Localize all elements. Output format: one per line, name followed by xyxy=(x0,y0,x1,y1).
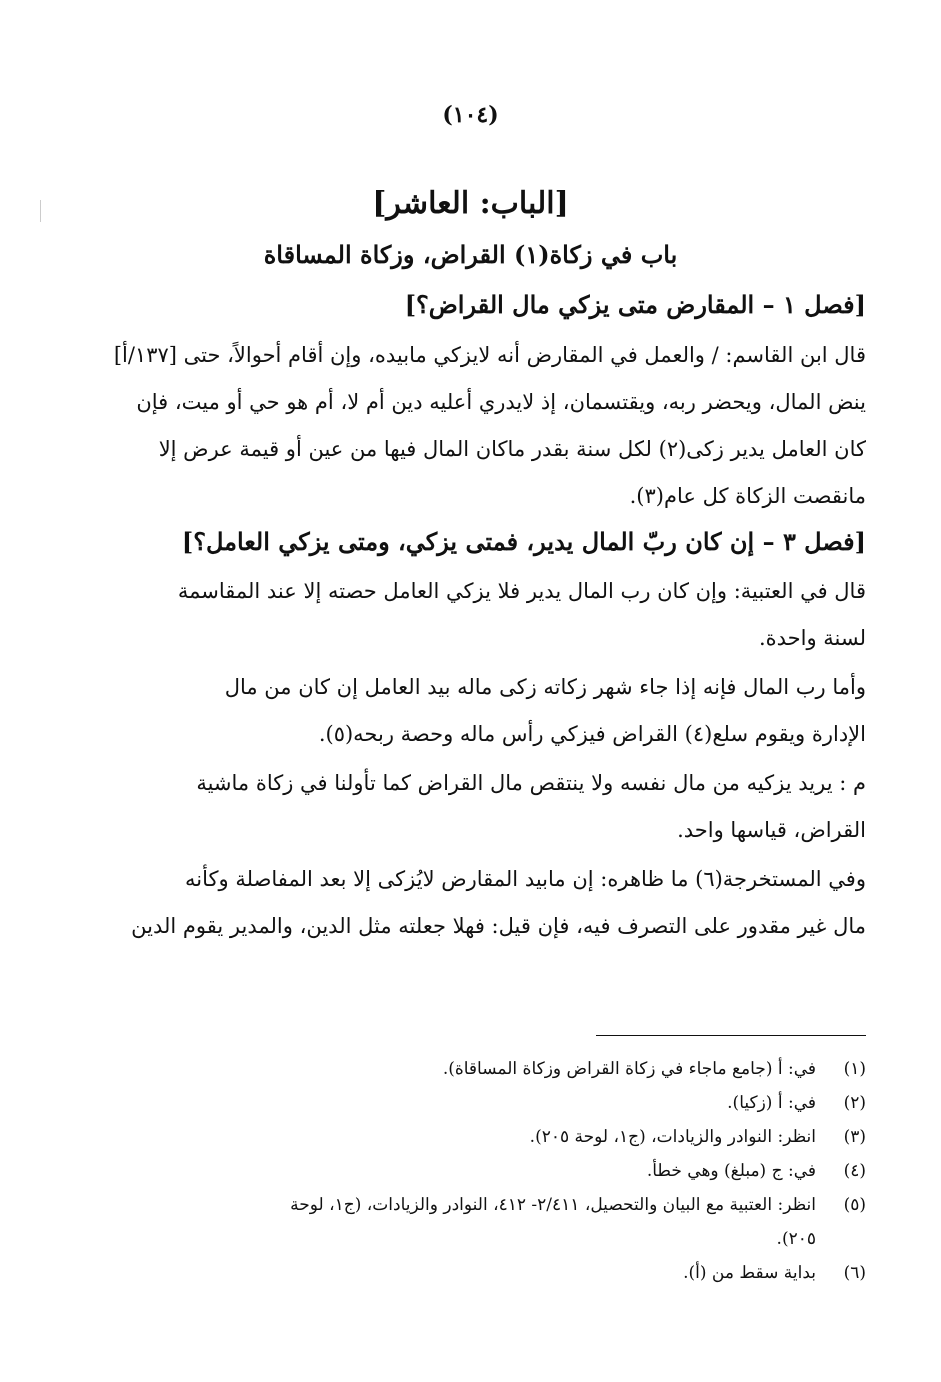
footnote-line: في: أ (زكيا). xyxy=(727,1093,816,1113)
footnote-text xyxy=(76,1086,816,1120)
footnote-line: انظر: النوادر والزيادات، (ج١، لوحة ٢٠٥). xyxy=(529,1127,816,1147)
paragraph xyxy=(76,760,866,854)
chapter-title: [الباب: العاشر] xyxy=(372,186,569,221)
text-line: قال في العتبية: وإن كان رب المال يدير فلا يزكي العامل حصته إلا عند المقاسمة xyxy=(177,579,866,603)
footnote xyxy=(76,1120,866,1154)
text-line: كان العامل يدير زكى(٢) لكل سنة بقدر ماكان المال فيها من عين أو قيمة عرض إلا xyxy=(158,437,866,461)
paragraph xyxy=(76,332,866,520)
text-line: م : يريد يزكيه من مال نفسه ولا ينتقص مال القراض كما تأولنا في زكاة ماشية xyxy=(196,771,866,795)
footnote-line: ٢٠٥). xyxy=(776,1229,816,1249)
footnote-text xyxy=(76,1052,816,1086)
footnotes xyxy=(76,1052,866,1290)
footnote-number: (٦) xyxy=(843,1263,866,1283)
paragraph xyxy=(76,568,866,662)
footnote-divider xyxy=(596,1035,866,1036)
text-line: ينض المال، ويحضر ربه، ويقتسمان، إذ لايدري أعليه دين أم لا، أم هو حي أو ميت، فإن xyxy=(136,390,866,414)
footnote xyxy=(76,1154,866,1188)
text-line: لسنة واحدة. xyxy=(758,626,866,650)
text-line: وفي المستخرجة(٦) ما ظاهره: إن مابيد المقارض لايُزكى إلا بعد المفاصلة وكأنه xyxy=(185,867,866,891)
footnote-text xyxy=(76,1120,816,1154)
footnote xyxy=(76,1052,866,1086)
footnote-number: (١) xyxy=(843,1059,866,1079)
footnote-line: انظر: العتبية مع البيان والتحصيل، ٢/٤١١- ٤١٢، النوادر والزيادات، (ج١، لوحة xyxy=(290,1195,816,1215)
text-line: مانقصت الزكاة كل عام(٣). xyxy=(629,484,866,508)
section-heading: [فصل ٣ – إن كان ربّ المال يدير، فمتى يزكي، ومتى يزكي العامل؟] xyxy=(181,527,866,556)
footnote-text xyxy=(76,1154,816,1188)
paragraph xyxy=(76,664,866,758)
footnote xyxy=(76,1086,866,1120)
footnote xyxy=(76,1256,866,1290)
chapter-subtitle: باب في زكاة(١) القراض، وزكاة المساقاة xyxy=(263,240,678,269)
text-line: وأما رب المال فإنه إذا جاء شهر زكاته زكى ماله بيد العامل إن كان من مال xyxy=(224,675,866,699)
footnote-number: (٥) xyxy=(843,1195,866,1215)
footnote xyxy=(76,1188,866,1256)
footnote-text xyxy=(76,1256,816,1290)
footnote-number: (٢) xyxy=(843,1093,866,1113)
footnote-line: بداية سقط من (أ). xyxy=(683,1263,816,1283)
footnote-line: في: ج (مبلغ) وهي خطأ. xyxy=(646,1161,816,1181)
footnote-number: (٤) xyxy=(843,1161,866,1181)
text-line: مال غير مقدور على التصرف فيه، فإن قيل: فهلا جعلته مثل الدين، والمدير يقوم الدين xyxy=(131,914,866,938)
page-number: (١٠٤) xyxy=(442,102,499,128)
section-heading: [فصل ١ – المقارض متى يزكي مال القراض؟] xyxy=(404,290,866,319)
text-line: قال ابن القاسم: / والعمل في المقارض أنه لايزكي مابيده، وإن أقام أحوالاً، حتى [١٣٧/أ] xyxy=(113,343,866,367)
paragraph xyxy=(76,856,866,950)
text-line: القراض، قياسها واحد. xyxy=(677,818,866,842)
footnote-number: (٣) xyxy=(843,1127,866,1147)
footnote-line: في: أ (جامع ماجاء في زكاة القراض وزكاة المساقاة). xyxy=(442,1059,816,1079)
footnote-text xyxy=(76,1188,816,1256)
text-line: الإدارة ويقوم سلع(٤) القراض فيزكي رأس ماله وحصة ربحه(٥). xyxy=(318,722,866,746)
